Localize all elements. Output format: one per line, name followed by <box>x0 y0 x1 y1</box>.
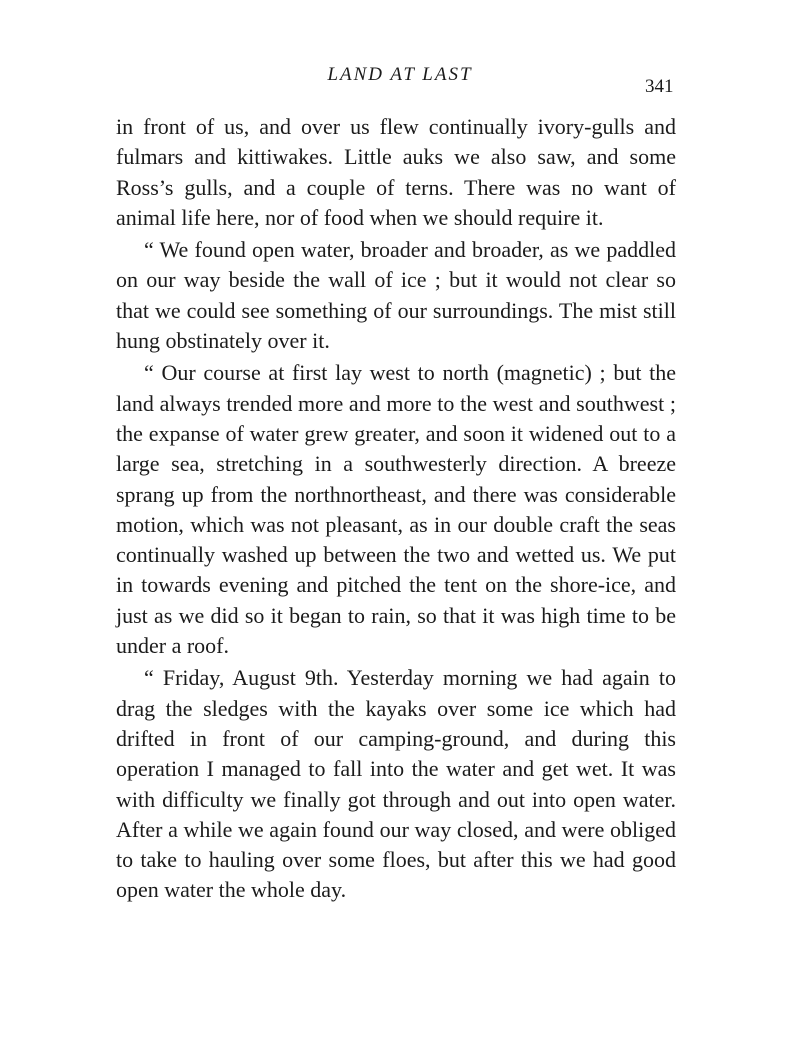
paragraph-3: “ Our course at first lay west to north (magnetic) ; but the land always trended more and more to the west and southwest ; the expanse of water grew greater, and soon it widened out to a large sea, stretching in a southwesterly direction. A breeze sprang up from the northnortheast, and there was considerable motion, which was not pleasant, as in our double craft the seas continually washed up between the two and wetted us. We put in towards evening and pitched the tent on the shore-ice, and just as we did so it began to rain, so that it was high time to be under a roof. <box>116 360 676 659</box>
paragraph-4: “ Friday, August 9th. Yesterday morning we had again to drag the sledges with the kayaks over some ice which had drifted in front of our camping-ground, and during this operation I managed to fall into the water and get wet. It was with difficulty we finally got through and out into open water. After a while we again found our way closed, and were obliged to take to hauling over some floes, but after this we had good open water the whole day. <box>116 665 676 903</box>
running-head-title: LAND AT LAST <box>327 64 473 85</box>
paragraph-1: in front of us, and over us flew continually ivory-gulls and fulmars and kittiwakes. Little auks we also saw, and some Ross’s gulls, and a couple of terns. There was no want of animal life here, nor of food when we should require it. <box>116 114 676 230</box>
paragraph-2: “ We found open water, broader and broader, as we paddled on our way beside the wall of ice ; but it would not clear so that we could see something of our surroundings. The mist still hung obstinately over it. <box>116 237 676 354</box>
page-number: 341 <box>645 76 674 97</box>
body-text <box>116 112 676 906</box>
